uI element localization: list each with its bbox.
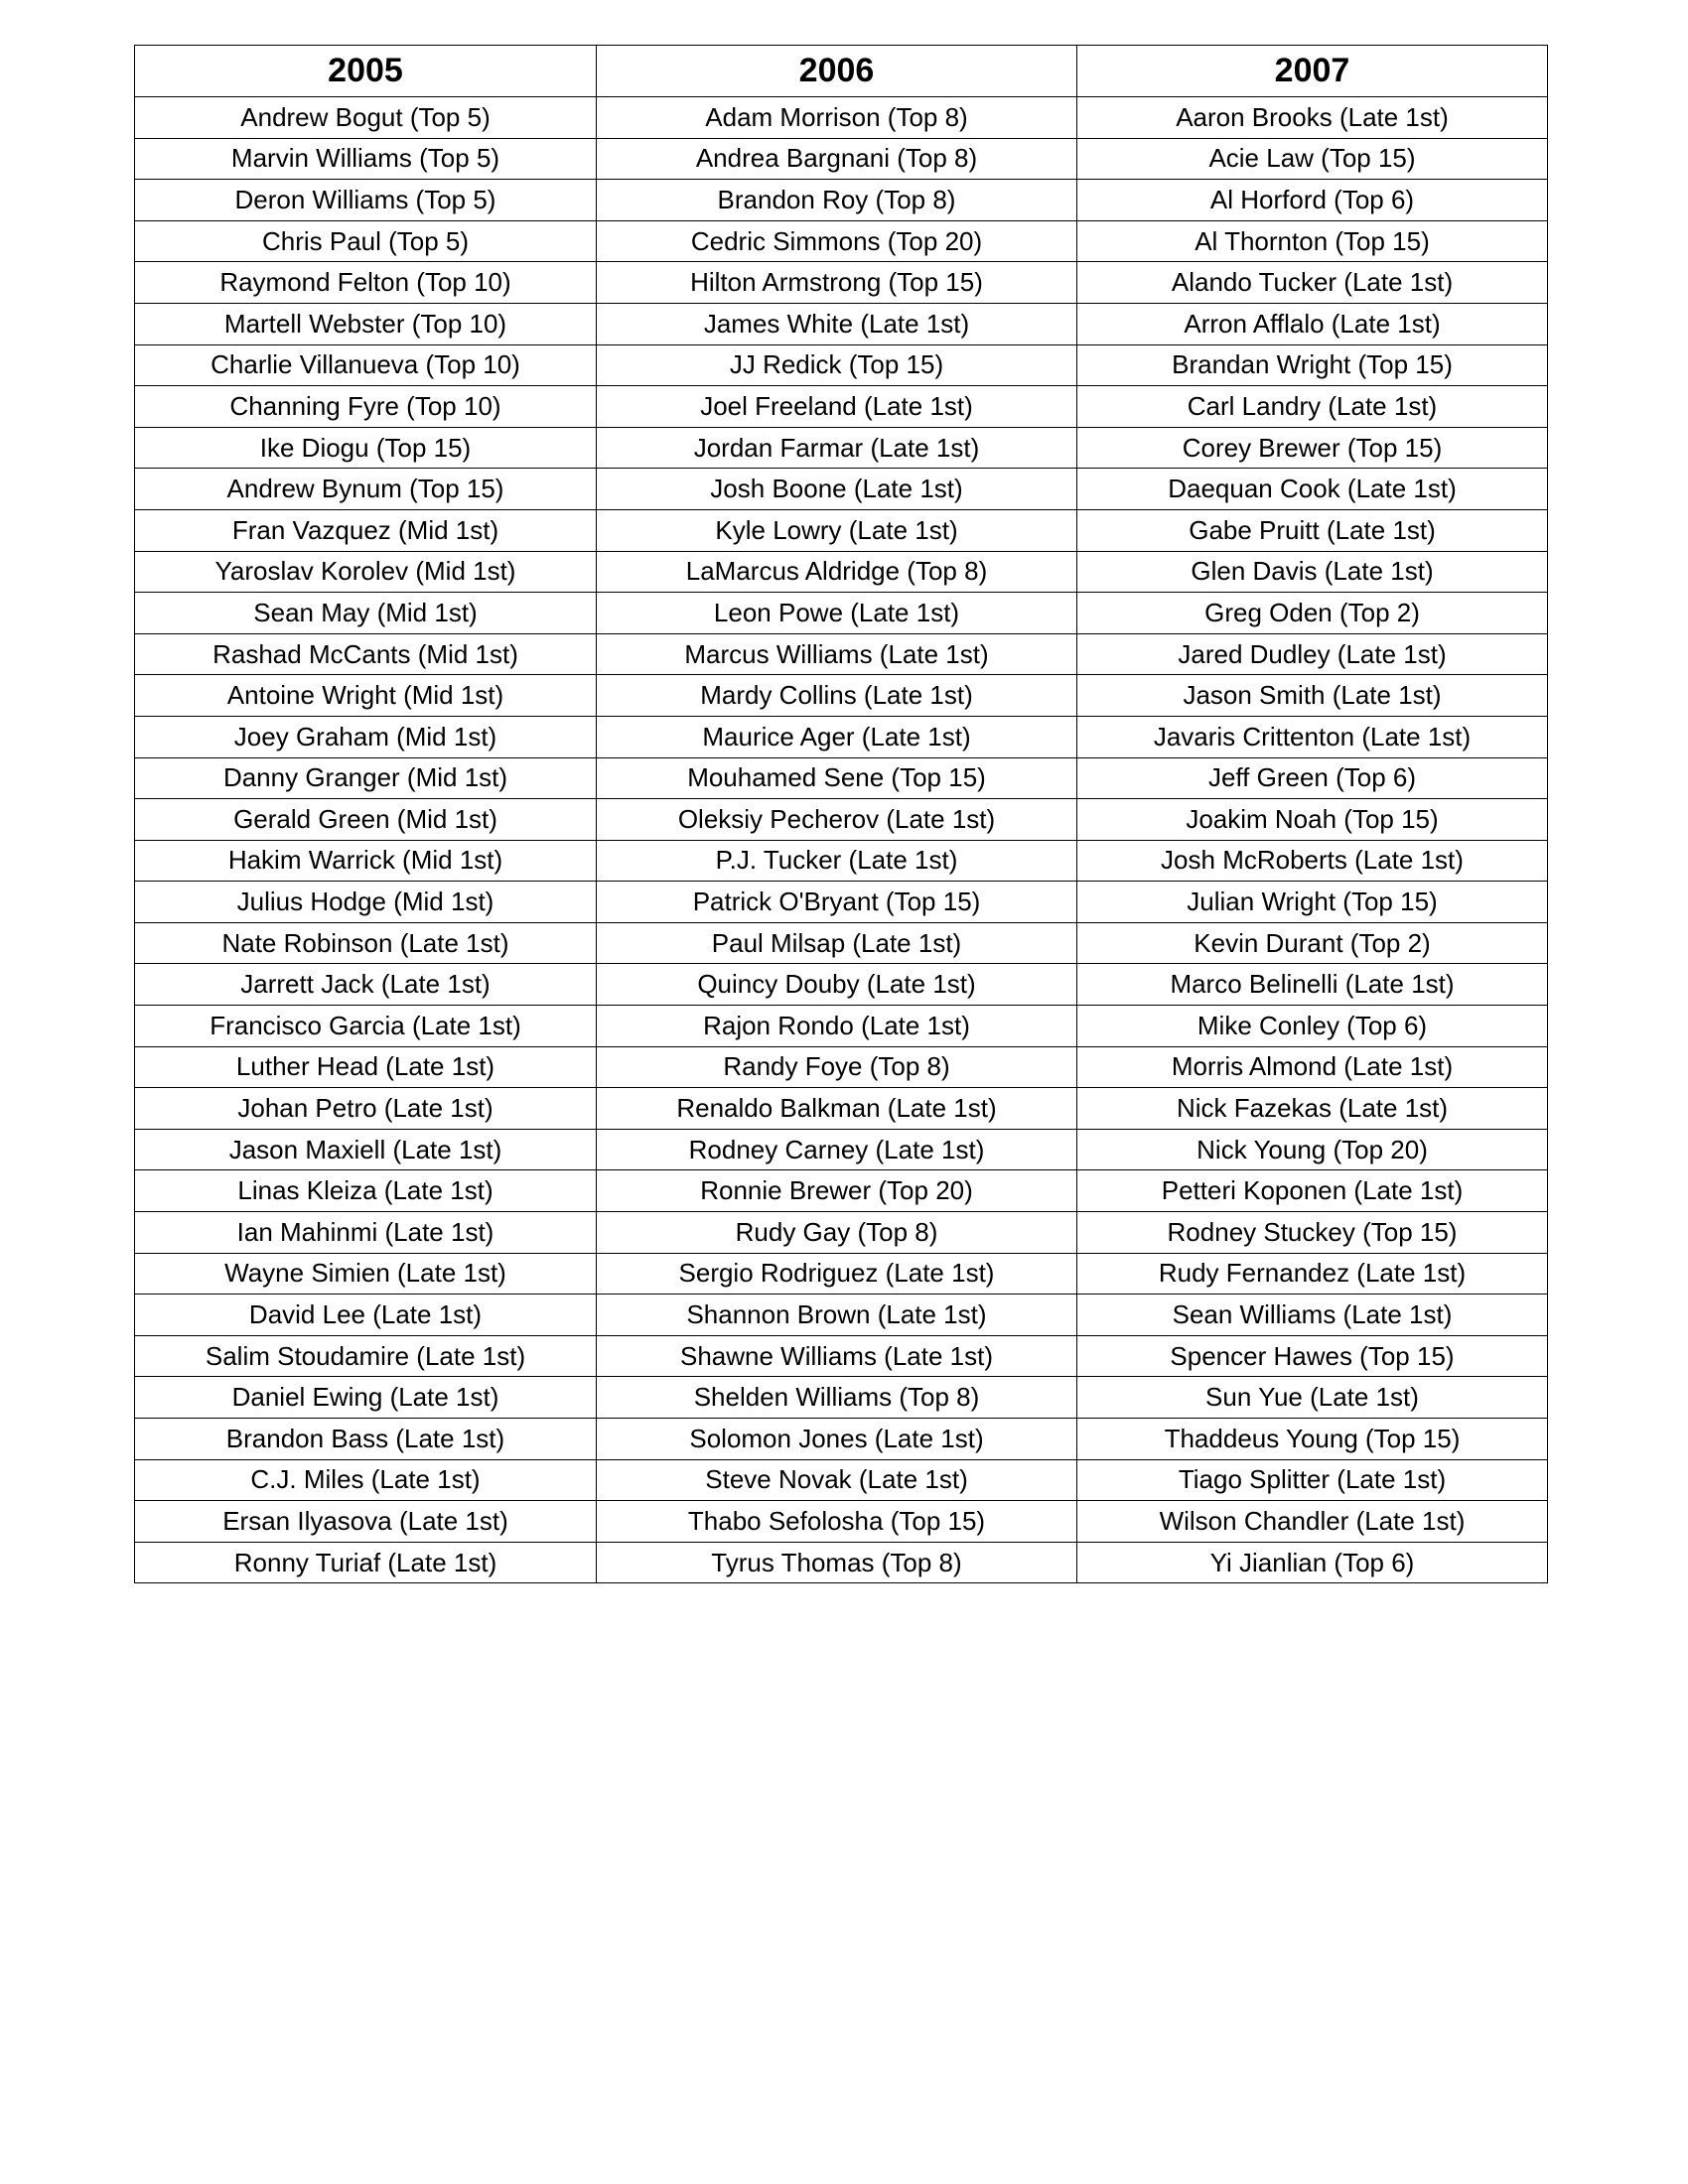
table-row: [135, 1335, 1548, 1377]
table-cell-2007: Aaron Brooks (Late 1st): [1077, 97, 1548, 139]
table-row: [135, 303, 1548, 344]
table-cell-2005: Salim Stoudamire (Late 1st): [135, 1335, 597, 1377]
table-cell-2006: Rajon Rondo (Late 1st): [597, 1006, 1077, 1047]
table-cell-2007: Nick Young (Top 20): [1077, 1129, 1548, 1170]
table-cell-2007: Jason Smith (Late 1st): [1077, 675, 1548, 717]
table-row: [135, 840, 1548, 882]
table-cell-2005: Ike Diogu (Top 15): [135, 427, 597, 469]
table-cell-2006: Brandon Roy (Top 8): [597, 180, 1077, 221]
table-cell-2007: Jared Dudley (Late 1st): [1077, 633, 1548, 675]
table-cell-2007: Tiago Splitter (Late 1st): [1077, 1459, 1548, 1501]
table-cell-2006: P.J. Tucker (Late 1st): [597, 840, 1077, 882]
table-row: [135, 427, 1548, 469]
table-row: [135, 757, 1548, 799]
table-cell-2005: Rashad McCants (Mid 1st): [135, 633, 597, 675]
table-cell-2006: Rudy Gay (Top 8): [597, 1212, 1077, 1254]
table-cell-2006: Hilton Armstrong (Top 15): [597, 262, 1077, 304]
table-cell-2005: Linas Kleiza (Late 1st): [135, 1170, 597, 1212]
table-row: [135, 1542, 1548, 1583]
table-cell-2007: Javaris Crittenton (Late 1st): [1077, 716, 1548, 757]
table-cell-2006: Adam Morrison (Top 8): [597, 97, 1077, 139]
table-cell-2007: Corey Brewer (Top 15): [1077, 427, 1548, 469]
table-cell-2006: Leon Powe (Late 1st): [597, 593, 1077, 634]
table-row: [135, 1295, 1548, 1336]
table-cell-2006: Joel Freeland (Late 1st): [597, 386, 1077, 428]
table-row: [135, 1253, 1548, 1295]
table-cell-2006: Cedric Simmons (Top 20): [597, 220, 1077, 262]
table-cell-2006: Sergio Rodriguez (Late 1st): [597, 1253, 1077, 1295]
table-cell-2007: Carl Landry (Late 1st): [1077, 386, 1548, 428]
table-cell-2005: Channing Fyre (Top 10): [135, 386, 597, 428]
table-row: [135, 593, 1548, 634]
table-cell-2007: Josh McRoberts (Late 1st): [1077, 840, 1548, 882]
table-row: [135, 1006, 1548, 1047]
table-row: [135, 551, 1548, 593]
table-cell-2005: Francisco Garcia (Late 1st): [135, 1006, 597, 1047]
table-cell-2007: Sean Williams (Late 1st): [1077, 1295, 1548, 1336]
table-row: [135, 1212, 1548, 1254]
table-cell-2005: Julius Hodge (Mid 1st): [135, 882, 597, 923]
table-cell-2006: Paul Milsap (Late 1st): [597, 922, 1077, 964]
table-cell-2006: Marcus Williams (Late 1st): [597, 633, 1077, 675]
table-cell-2005: David Lee (Late 1st): [135, 1295, 597, 1336]
table-cell-2005: Andrew Bynum (Top 15): [135, 469, 597, 510]
table-cell-2006: Quincy Douby (Late 1st): [597, 964, 1077, 1006]
table-cell-2005: Luther Head (Late 1st): [135, 1046, 597, 1088]
table-cell-2006: Maurice Ager (Late 1st): [597, 716, 1077, 757]
table-row: [135, 180, 1548, 221]
table-cell-2005: Chris Paul (Top 5): [135, 220, 597, 262]
table-cell-2006: Tyrus Thomas (Top 8): [597, 1542, 1077, 1583]
table-cell-2005: Jarrett Jack (Late 1st): [135, 964, 597, 1006]
table-cell-2005: Ian Mahinmi (Late 1st): [135, 1212, 597, 1254]
table-cell-2007: Gabe Pruitt (Late 1st): [1077, 509, 1548, 551]
table-cell-2005: Hakim Warrick (Mid 1st): [135, 840, 597, 882]
table-cell-2007: Kevin Durant (Top 2): [1077, 922, 1548, 964]
table-cell-2005: Raymond Felton (Top 10): [135, 262, 597, 304]
table-cell-2006: Steve Novak (Late 1st): [597, 1459, 1077, 1501]
column-header-2007: 2007: [1077, 46, 1548, 97]
table-cell-2005: Danny Granger (Mid 1st): [135, 757, 597, 799]
table-cell-2007: Nick Fazekas (Late 1st): [1077, 1088, 1548, 1130]
table-cell-2007: Thaddeus Young (Top 15): [1077, 1419, 1548, 1460]
table-row: [135, 344, 1548, 386]
table-cell-2005: Ronny Turiaf (Late 1st): [135, 1542, 597, 1583]
table-cell-2007: Glen Davis (Late 1st): [1077, 551, 1548, 593]
table-cell-2007: Marco Belinelli (Late 1st): [1077, 964, 1548, 1006]
table-cell-2007: Al Horford (Top 6): [1077, 180, 1548, 221]
table-cell-2005: Wayne Simien (Late 1st): [135, 1253, 597, 1295]
draft-table: [134, 45, 1548, 1583]
table-row: [135, 1459, 1548, 1501]
table-cell-2007: Sun Yue (Late 1st): [1077, 1377, 1548, 1419]
table-cell-2005: Nate Robinson (Late 1st): [135, 922, 597, 964]
column-header-2005: 2005: [135, 46, 597, 97]
table-cell-2005: Antoine Wright (Mid 1st): [135, 675, 597, 717]
table-cell-2005: Yaroslav Korolev (Mid 1st): [135, 551, 597, 593]
table-row: [135, 386, 1548, 428]
table-cell-2007: Arron Afflalo (Late 1st): [1077, 303, 1548, 344]
table-cell-2007: Yi Jianlian (Top 6): [1077, 1542, 1548, 1583]
table-row: [135, 1088, 1548, 1130]
table-cell-2006: Mardy Collins (Late 1st): [597, 675, 1077, 717]
table-row: [135, 1419, 1548, 1460]
column-header-2006: 2006: [597, 46, 1077, 97]
table-row: [135, 1170, 1548, 1212]
table-cell-2006: James White (Late 1st): [597, 303, 1077, 344]
table-cell-2005: Jason Maxiell (Late 1st): [135, 1129, 597, 1170]
table-cell-2007: Rodney Stuckey (Top 15): [1077, 1212, 1548, 1254]
table-cell-2005: Brandon Bass (Late 1st): [135, 1419, 597, 1460]
table-row: [135, 138, 1548, 180]
header-row: [135, 46, 1548, 97]
table-cell-2007: Petteri Koponen (Late 1st): [1077, 1170, 1548, 1212]
table-cell-2005: Marvin Williams (Top 5): [135, 138, 597, 180]
table-cell-2007: Morris Almond (Late 1st): [1077, 1046, 1548, 1088]
table-row: [135, 633, 1548, 675]
table-row: [135, 1501, 1548, 1543]
table-cell-2007: Joakim Noah (Top 15): [1077, 799, 1548, 841]
table-cell-2006: Ronnie Brewer (Top 20): [597, 1170, 1077, 1212]
table-row: [135, 1377, 1548, 1419]
table-cell-2007: Al Thornton (Top 15): [1077, 220, 1548, 262]
table-cell-2005: Andrew Bogut (Top 5): [135, 97, 597, 139]
table-row: [135, 964, 1548, 1006]
table-header: [135, 46, 1548, 97]
table-row: [135, 1046, 1548, 1088]
table-row: [135, 220, 1548, 262]
table-row: [135, 262, 1548, 304]
table-cell-2006: Andrea Bargnani (Top 8): [597, 138, 1077, 180]
table-row: [135, 675, 1548, 717]
table-cell-2007: Spencer Hawes (Top 15): [1077, 1335, 1548, 1377]
table-cell-2005: Fran Vazquez (Mid 1st): [135, 509, 597, 551]
table-cell-2005: Gerald Green (Mid 1st): [135, 799, 597, 841]
table-cell-2005: C.J. Miles (Late 1st): [135, 1459, 597, 1501]
table-cell-2006: Oleksiy Pecherov (Late 1st): [597, 799, 1077, 841]
table-row: [135, 469, 1548, 510]
table-cell-2006: Rodney Carney (Late 1st): [597, 1129, 1077, 1170]
table-cell-2005: Joey Graham (Mid 1st): [135, 716, 597, 757]
table-cell-2006: Randy Foye (Top 8): [597, 1046, 1077, 1088]
table-row: [135, 97, 1548, 139]
table-cell-2006: Shelden Williams (Top 8): [597, 1377, 1077, 1419]
table-cell-2006: Kyle Lowry (Late 1st): [597, 509, 1077, 551]
table-cell-2007: Brandan Wright (Top 15): [1077, 344, 1548, 386]
table-cell-2007: Greg Oden (Top 2): [1077, 593, 1548, 634]
table-cell-2007: Daequan Cook (Late 1st): [1077, 469, 1548, 510]
table-cell-2007: Mike Conley (Top 6): [1077, 1006, 1548, 1047]
table-cell-2005: Ersan Ilyasova (Late 1st): [135, 1501, 597, 1543]
table-row: [135, 716, 1548, 757]
table-row: [135, 799, 1548, 841]
table-cell-2007: Wilson Chandler (Late 1st): [1077, 1501, 1548, 1543]
table-cell-2007: Jeff Green (Top 6): [1077, 757, 1548, 799]
table-cell-2005: Daniel Ewing (Late 1st): [135, 1377, 597, 1419]
table-row: [135, 882, 1548, 923]
table-cell-2007: Julian Wright (Top 15): [1077, 882, 1548, 923]
table-cell-2007: Acie Law (Top 15): [1077, 138, 1548, 180]
table-cell-2007: Rudy Fernandez (Late 1st): [1077, 1253, 1548, 1295]
table-cell-2005: Johan Petro (Late 1st): [135, 1088, 597, 1130]
table-cell-2006: Thabo Sefolosha (Top 15): [597, 1501, 1077, 1543]
table-cell-2006: Jordan Farmar (Late 1st): [597, 427, 1077, 469]
table-row: [135, 509, 1548, 551]
table-cell-2005: Charlie Villanueva (Top 10): [135, 344, 597, 386]
table-cell-2006: Mouhamed Sene (Top 15): [597, 757, 1077, 799]
table-cell-2005: Sean May (Mid 1st): [135, 593, 597, 634]
table-body: [135, 97, 1548, 1583]
table-cell-2006: LaMarcus Aldridge (Top 8): [597, 551, 1077, 593]
table-cell-2006: JJ Redick (Top 15): [597, 344, 1077, 386]
table-cell-2006: Renaldo Balkman (Late 1st): [597, 1088, 1077, 1130]
table-cell-2007: Alando Tucker (Late 1st): [1077, 262, 1548, 304]
table-cell-2006: Solomon Jones (Late 1st): [597, 1419, 1077, 1460]
table-cell-2006: Shannon Brown (Late 1st): [597, 1295, 1077, 1336]
table-row: [135, 922, 1548, 964]
table-cell-2006: Shawne Williams (Late 1st): [597, 1335, 1077, 1377]
table-cell-2006: Josh Boone (Late 1st): [597, 469, 1077, 510]
table-row: [135, 1129, 1548, 1170]
table-cell-2005: Deron Williams (Top 5): [135, 180, 597, 221]
table-cell-2005: Martell Webster (Top 10): [135, 303, 597, 344]
table-cell-2006: Patrick O'Bryant (Top 15): [597, 882, 1077, 923]
